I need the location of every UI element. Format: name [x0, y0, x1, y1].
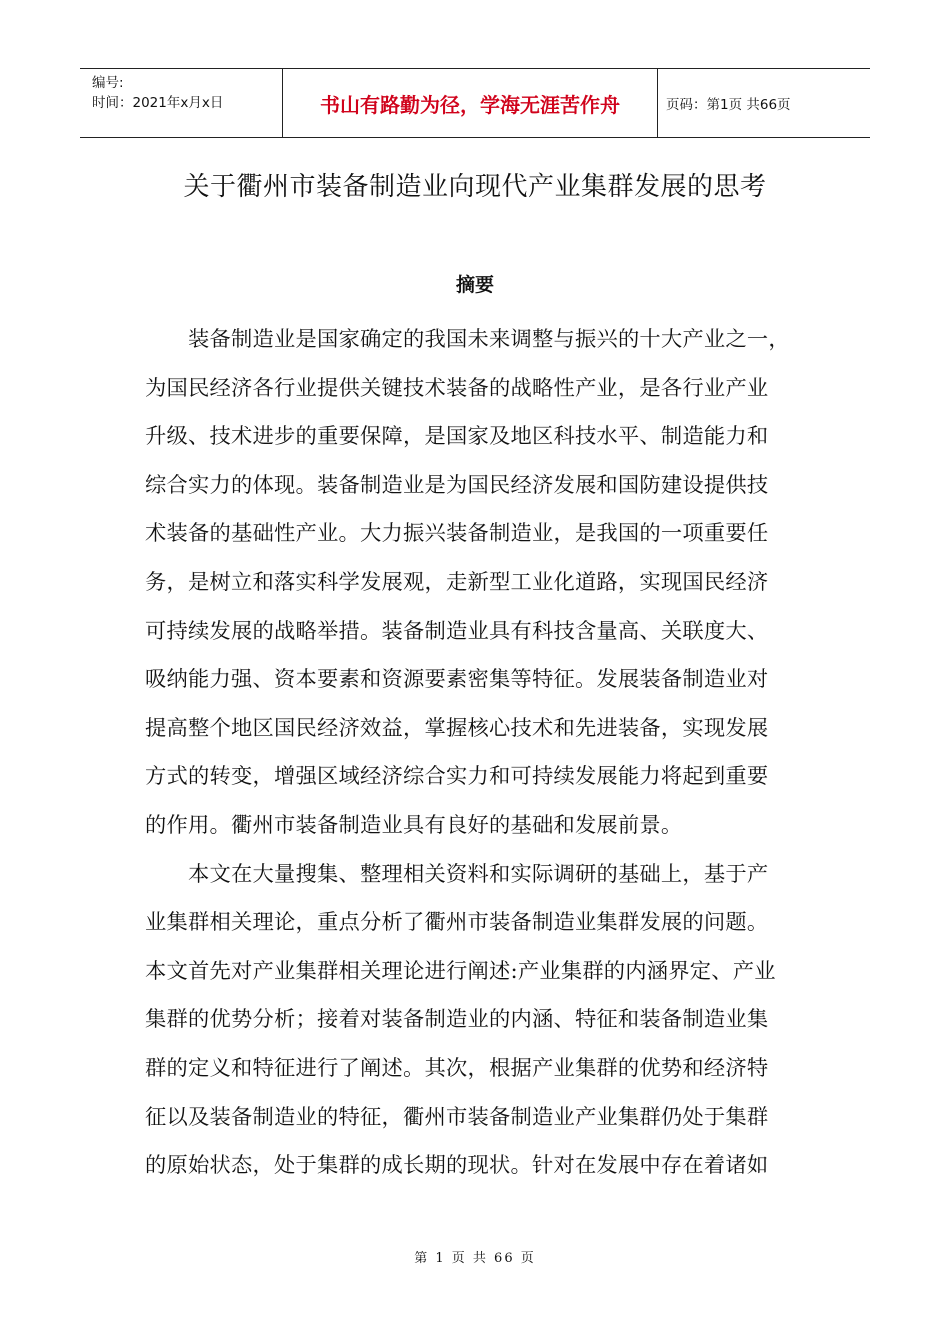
- header-motto: 书山有路勤为径，学海无涯苦作舟: [282, 69, 658, 137]
- text-line: 本文首先对产业集群相关理论进行阐述:产业集群的内涵界定、产业: [145, 958, 776, 984]
- number-label: 编号:: [92, 75, 124, 91]
- text-line: 术装备的基础性产业。大力振兴装备制造业，是我国的一项重要任: [145, 521, 769, 547]
- header-meta: [80, 69, 282, 137]
- document-title: 关于衢州市装备制造业向现代产业集群发展的思考: [183, 172, 767, 202]
- abstract-heading: 摘要: [455, 274, 494, 296]
- text-line: 务，是树立和落实科学发展观，走新型工业化道路，实现国民经济: [145, 569, 769, 595]
- text-line: 群的定义和特征进行了阐述。其次，根据产业集群的优势和经济特: [145, 1055, 769, 1081]
- text-line: 综合实力的体现。装备制造业是为国民经济发展和国防建设提供技: [145, 472, 769, 498]
- page-footer: 第 1 页 共 66 页: [414, 1251, 536, 1266]
- text-line: 的原始状态，处于集群的成长期的现状。针对在发展中存在着诸如: [145, 1153, 769, 1179]
- text-line: 装备制造业是国家确定的我国未来调整与振兴的十大产业之一，: [188, 327, 790, 352]
- text-line: 方式的转变，增强区域经济综合实力和可持续发展能力将起到重要: [145, 764, 769, 790]
- text-line: 集群的优势分析；接着对装备制造业的内涵、特征和装备制造业集: [145, 1007, 769, 1033]
- abstract-body: [145, 316, 810, 1191]
- header-page-info: 页码：第1页 共66页: [666, 97, 791, 113]
- text-line: 业集群相关理论，重点分析了衢州市装备制造业集群发展的问题。: [145, 910, 769, 936]
- text-line: 征以及装备制造业的特征，衢州市装备制造业产业集群仍处于集群: [145, 1104, 769, 1130]
- text-line: 可持续发展的战略举措。装备制造业具有科技含量高、关联度大、: [145, 618, 769, 644]
- text-line: 的作用。衢州市装备制造业具有良好的基础和发展前景。: [145, 812, 683, 838]
- text-line: 提高整个地区国民经济效益，掌握核心技术和先进装备，实现发展: [145, 715, 769, 741]
- text-line: 本文在大量搜集、整理相关资料和实际调研的基础上，基于产: [188, 861, 769, 887]
- text-line: 吸纳能力强、资本要素和资源要素密集等特征。发展装备制造业对: [145, 667, 769, 693]
- time-label: 时间：2021年x月x日: [92, 95, 224, 111]
- header-table: [80, 68, 870, 138]
- text-line: 升级、技术进步的重要保障，是国家及地区科技水平、制造能力和: [145, 424, 769, 450]
- text-line: 为国民经济各行业提供关键技术装备的战略性产业，是各行业产业: [145, 375, 769, 401]
